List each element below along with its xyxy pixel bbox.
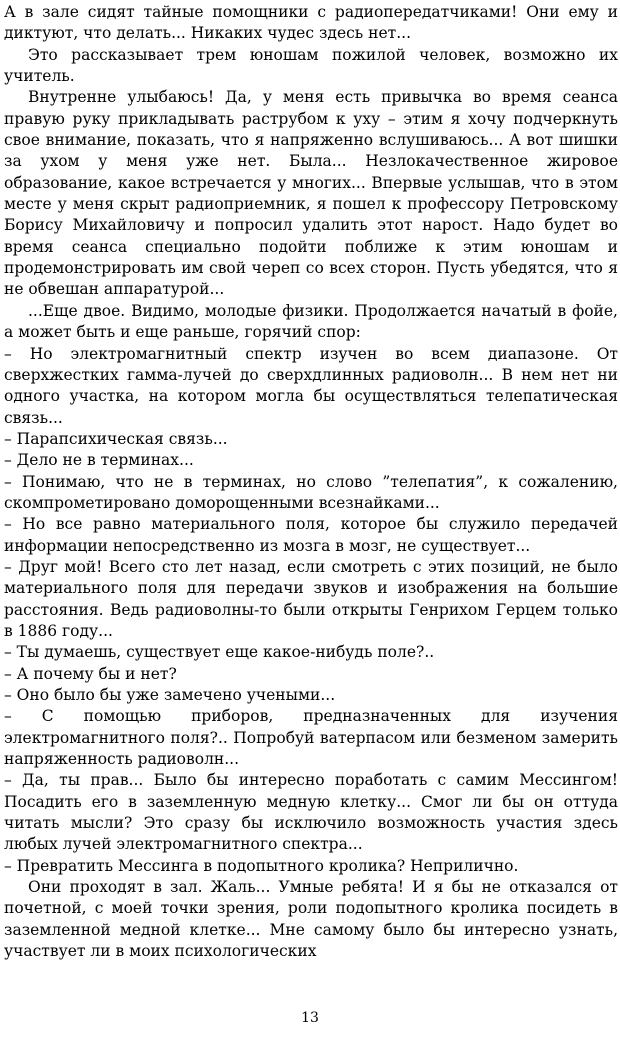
dialogue-line-8: – А почему бы и нет? <box>4 664 177 683</box>
dialogue-line-7: – Ты думаешь, существует еще какое-нибудь поле?.. <box>4 643 435 662</box>
paragraph-4: ...Еще двое. Видимо, молодые физики. Продолжается начатый в фойе, а может быть и еще раньше, горячий спор: <box>4 301 618 342</box>
dialogue-line-5: – Но все равно материального поля, которое бы служило передачей информации непосредственно из мозга в мозг, не существует... <box>4 515 618 555</box>
dialogue-line-3: – Дело не в терминах... <box>4 451 194 470</box>
page-number: 13 <box>301 1010 319 1026</box>
page-body <box>4 2 618 962</box>
dialogue-line-2: – Парапсихическая связь... <box>4 429 228 448</box>
paragraph-3: Внутренне улыбаюсь! Да, у меня есть привычка во время сеанса правую руку прикладывать раструбом к уху – этим я хочу подчеркнуть свое внимание, показать, что я напряженно вслушиваюсь... А вот шишки за ухом у меня уже нет. Была... Незлокачественное жировое образование, какое встречается у многих... Впервые услышав, что в этом месте у меня скрыт радиоприемник, я пошел к профессору Петровскому Борису Михайловичу и попросил удалить этот нарост. Надо будет во время сеанса специально подойти поближе к этим юношам и продемонстрировать им свой череп со всех сторон. Пусть убедятся, что я не обвешан аппаратурой... <box>4 88 618 299</box>
paragraph-2: Это рассказывает трем юношам пожилой человек, возможно их учитель. <box>4 45 618 86</box>
dialogue-line-4: – Понимаю, что не в терминах, но слово ”телепатия”, к сожалению, скомпрометировано доморощенными всезнайками... <box>4 472 618 512</box>
paragraph-last: Они проходят в зал. Жаль... Умные ребята! И я бы не отказался от почетной, с моей точки зрения, роли подопытного кролика посидеть в заземленной медной клетке... Мне самому было бы интересно узнать, участвует ли в моих психологических <box>4 878 618 961</box>
dialogue-line-9: – Оно было бы уже замечено учеными... <box>4 686 336 704</box>
dialogue-line-10: – С помощью приборов, предназначенных для изучения электромагнитного поля?.. Попробуй ватерпасом или безменом замерить напряженность радиоволн... <box>4 707 618 769</box>
dialogue-line-1: – Но электромагнитный спектр изучен во всем диапазоне. От сверхжестких гамма-лучей до сверхдлинных радиоволн... В нем нет ни одного участка, на котором могла бы осуществляться телепатическая связь... <box>4 344 618 427</box>
dialogue-line-12: – Превратить Мессинга в подопытного кролика? Неприлично. <box>4 856 519 875</box>
paragraph-1: А в зале сидят тайные помощники с радиопередатчиками! Они ему и диктуют, что делать... Никаких чудес здесь нет... <box>4 3 618 43</box>
dialogue-line-11: – Да, ты прав... Было бы интересно поработать с самим Мессингом! Посадить его в заземленную медную клетку... Смог ли бы он оттуда читать мысли? Это сразу бы исключило возможность участия здесь любых лучей электромагнитного спектра... <box>4 771 618 854</box>
dialogue-line-6: – Друг мой! Всего сто лет назад, если смотреть с этих позиций, не было материального поля для передачи звуков и изображения на большие расстояния. Ведь радиоволны-то были открыты Генрихом Герцем только в 1886 году... <box>4 557 618 640</box>
